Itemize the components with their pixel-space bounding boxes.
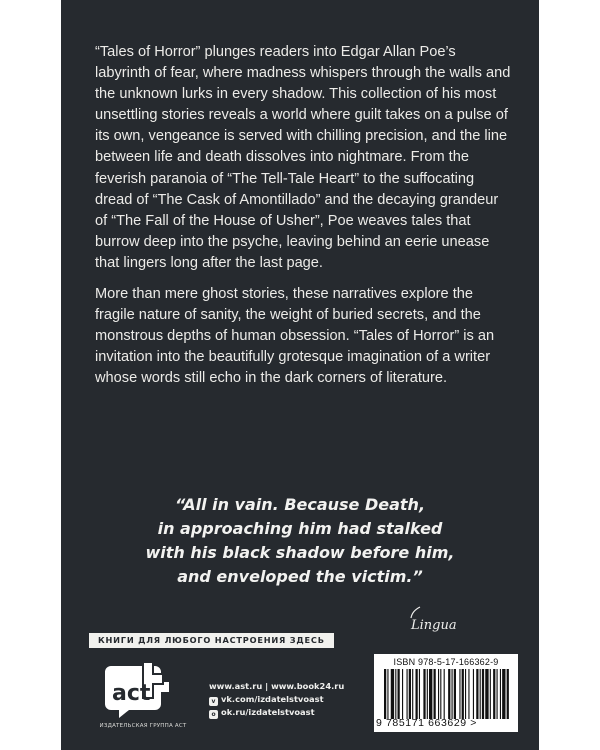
- ast-logo-text: act: [112, 681, 151, 706]
- lingua-logo-text: Lingua: [411, 618, 457, 633]
- ok-icon: o: [209, 710, 218, 719]
- publisher-caption: ИЗДАТЕЛЬСКАЯ ГРУППА АСТ: [99, 723, 187, 729]
- lingua-swash-icon: [408, 606, 422, 620]
- quote-line-2: in approaching him had stalked: [157, 519, 443, 538]
- blurb-paragraph-1: “Tales of Horror” plunges readers into Edgar Allan Poe’s labyrinth of fear, where madness whispers through the walls and the unknown lurks in every shadow. This collection of his most unsettling stories reveals a world where guilt takes on a pulse of its own, vengeance is served with chilling precision, and the line between life and death dissolves into nightmare. From the feverish paranoia of “The Tell-Tale Heart” to the suffocating dread of “The Cask of Amontillado” and the decaying grandeur of “The Fall of the House of Usher”, Poe weaves tales that burrow deep into the psyche, leaving behind an eerie unease that lingers long after the last page.: [95, 44, 511, 271]
- quote-line-4: and enveloped the victim.”: [177, 567, 423, 586]
- ok-row: [209, 706, 344, 719]
- vk-icon: v: [209, 697, 218, 706]
- tagline-banner: КНИГИ ДЛЯ ЛЮБОГО НАСТРОЕНИЯ ЗДЕСЬ: [89, 633, 334, 648]
- websites-row: [209, 680, 344, 693]
- ast-publisher-logo-icon: [103, 660, 175, 722]
- blurb-paragraph-2: More than mere ghost stories, these narratives explore the fragile nature of sanity, the weight of buried secrets, and the monstrous depths of human obsession. “Tales of Horror” is an invitation into the beautifully grotesque imagination of a writer whose words still echo in the dark corners of literature.: [95, 286, 495, 387]
- vk-row: [209, 693, 344, 706]
- isbn-number: ISBN 978-5-17-166362-9: [393, 657, 499, 667]
- pull-quote: [81, 493, 519, 589]
- publisher-links: [209, 680, 344, 719]
- barcode-panel: [374, 654, 518, 732]
- back-cover: [61, 0, 539, 750]
- vk-link[interactable]: vk.com/izdatelstvoast: [221, 694, 324, 704]
- lingua-series-logo: [411, 618, 457, 633]
- quote-line-1: “All in vain. Because Death,: [174, 495, 426, 514]
- ok-link[interactable]: ok.ru/izdatelstvoast: [221, 707, 315, 717]
- ean-digits: 9 785171 663629 >: [376, 717, 477, 729]
- blurb-text: [95, 42, 511, 400]
- websites-text[interactable]: www.ast.ru | www.book24.ru: [209, 681, 345, 691]
- quote-line-3: with his black shadow before him,: [145, 543, 455, 562]
- barcode-icon: [384, 669, 510, 719]
